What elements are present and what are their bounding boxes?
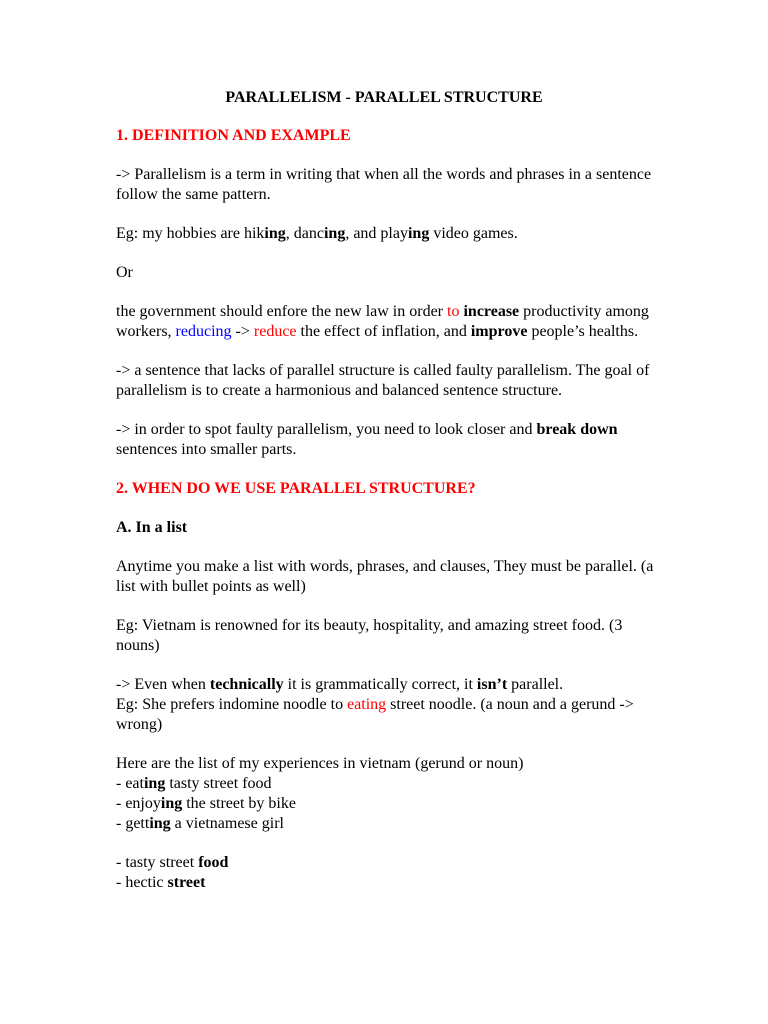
list-item	[116, 873, 656, 893]
noun-item-pre: - hectic	[116, 874, 168, 891]
eg1-prefix: Eg: my hobbies are hik	[116, 225, 265, 242]
eg1-ing3: ing	[407, 225, 430, 242]
list-item	[116, 814, 656, 834]
eg1-ing1: ing	[264, 225, 286, 242]
example-hobbies	[116, 224, 656, 244]
noun-item-bold: street	[167, 874, 206, 891]
noun-item-bold: food	[198, 854, 229, 871]
subheading-in-a-list: A. In a list	[116, 519, 188, 536]
gerund-item-pre: - eat	[116, 775, 144, 792]
eg2-arrow: ->	[231, 323, 254, 340]
gerund-item-post: a vietnamese girl	[170, 815, 284, 832]
spot-paragraph	[116, 420, 656, 460]
faulty-paragraph: -> a sentence that lacks of parallel structure is called faulty parallelism. The goal of parallelism is to create a harmonious and balanced sentence structure.	[116, 362, 650, 399]
eg2-to: to	[447, 303, 460, 320]
list-item	[116, 774, 656, 794]
gerund-item-post: tasty street food	[165, 775, 272, 792]
eg2-part2: productivity among workers,	[116, 303, 649, 340]
list-intro-paragraph: Anytime you make a list with words, phrases, and clauses, They must be parallel. (a list with bullet points as well)	[116, 558, 654, 595]
even-line	[116, 675, 656, 695]
gerund-item-bold: ing	[149, 815, 171, 832]
even-isnt: isn’t	[476, 676, 508, 693]
eg1-suffix: video games.	[429, 225, 518, 242]
eg2-part3: the effect of inflation, and	[296, 323, 471, 340]
document-page	[116, 88, 656, 912]
spot-part2: sentences into smaller parts.	[116, 441, 297, 458]
eg1-mid2: , and play	[345, 225, 408, 242]
experiences-intro: Here are the list of my experiences in vietnam (gerund or noun)	[116, 755, 524, 772]
eg2-part1: the government should enfore the new law in order	[116, 303, 448, 320]
eg1-mid1: , danc	[285, 225, 324, 242]
eg2-increase: increase	[463, 303, 520, 320]
noun-item-pre: - tasty street	[116, 854, 199, 871]
noun-list-block	[116, 853, 656, 893]
gerund-item-bold: ing	[143, 775, 166, 792]
even-part2: it is grammatically correct, it	[283, 676, 477, 693]
even-part3: parallel.	[507, 676, 564, 693]
eg2-part4: people’s healths.	[527, 323, 639, 340]
list-item	[116, 794, 656, 814]
eg2-reduce: reduce	[253, 323, 297, 340]
section2-heading: 2. WHEN DO WE USE PARALLEL STRUCTURE?	[116, 480, 476, 497]
indomine-part2: street noodle. (a noun and a gerund -> wrong)	[116, 696, 634, 733]
definition-paragraph: -> Parallelism is a term in writing that when all the words and phrases in a sentence follow the same pattern.	[116, 166, 652, 203]
example-vietnam: Eg: Vietnam is renowned for its beauty, hospitality, and amazing street food. (3 nouns)	[116, 617, 623, 654]
eg2-reducing: reducing	[175, 323, 232, 340]
experiences-block	[116, 754, 656, 834]
document-title: PARALLELISM - PARALLEL STRUCTURE	[225, 89, 543, 106]
even-part1: -> Even when	[116, 676, 210, 693]
even-technically: technically	[209, 676, 284, 693]
or-text: Or	[116, 264, 133, 281]
gerund-item-pre: - enjoy	[116, 795, 161, 812]
gerund-item-bold: ing	[160, 795, 183, 812]
even-when-paragraph	[116, 675, 656, 735]
gerund-item-post: the street by bike	[182, 795, 296, 812]
indomine-eating: eating	[347, 696, 387, 713]
eg1-ing2: ing	[323, 225, 346, 242]
spot-part1: -> in order to spot faulty parallelism, you need to look closer and	[116, 421, 537, 438]
gerund-item-pre: - gett	[116, 815, 150, 832]
section1-heading: 1. DEFINITION AND EXAMPLE	[116, 127, 351, 144]
spot-bold: break down	[536, 421, 618, 438]
eg2-improve: improve	[470, 323, 528, 340]
indomine-part1: Eg: She prefers indomine noodle to	[116, 696, 348, 713]
list-item	[116, 853, 656, 873]
example-government	[116, 302, 656, 342]
